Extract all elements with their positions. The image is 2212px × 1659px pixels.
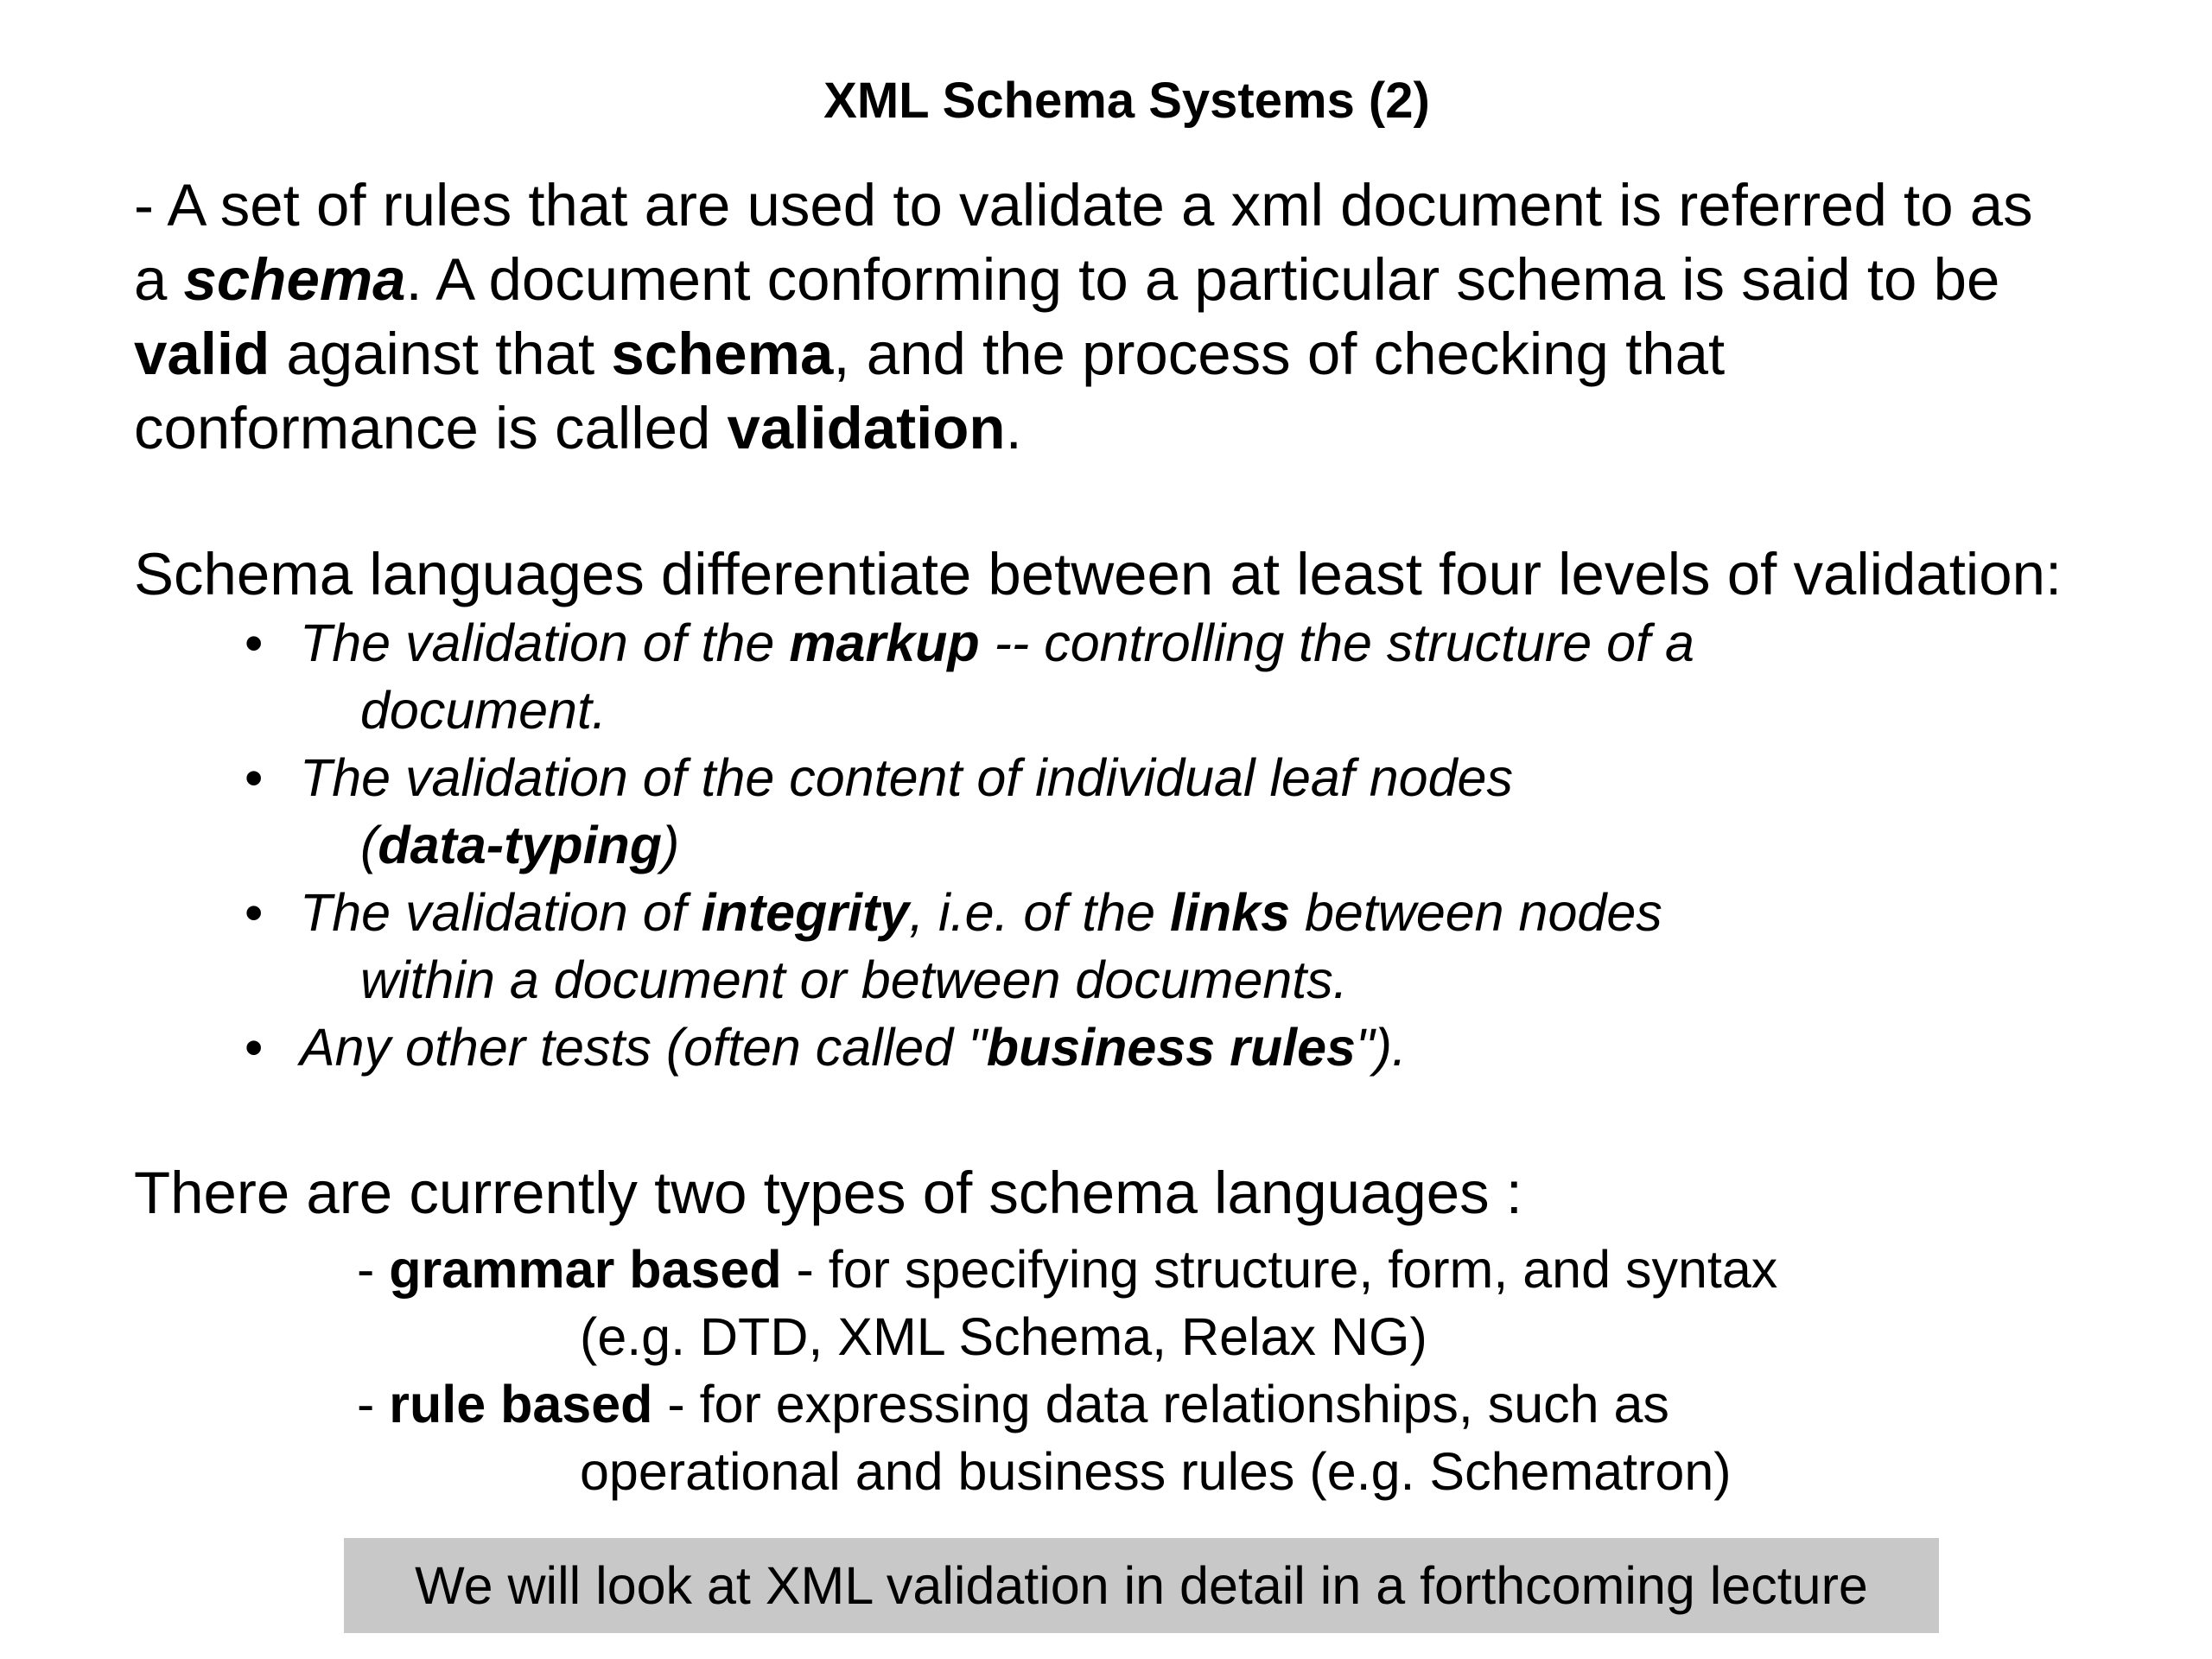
intro-paragraph (134, 168, 2208, 466)
item-text: between nodes (1290, 883, 1662, 942)
intro-line-4 (134, 391, 2208, 466)
item-text: -- controlling the structure of a (979, 613, 1694, 672)
term-valid: valid (134, 321, 270, 387)
item-text: ) (662, 816, 680, 874)
list-item (0, 879, 2212, 1014)
list-item (0, 1236, 2212, 1370)
item-text: "). (1355, 1018, 1407, 1077)
dash: - (357, 1375, 390, 1433)
item-text: The validation of (300, 883, 702, 942)
levels-heading: Schema languages differentiate between at least four levels of validation: (134, 541, 2063, 607)
item-text: - for specifying structure, form, and syntax (781, 1240, 1778, 1299)
list-item (0, 609, 2212, 744)
term-grammar-based: grammar based (389, 1240, 782, 1299)
slide-title: XML Schema Systems (2) (823, 73, 1430, 129)
term-schema: schema (611, 321, 834, 387)
list-item (0, 1370, 2212, 1505)
term-schema: schema (183, 246, 406, 313)
intro-text: , and the process of checking that (833, 321, 1726, 387)
term-markup: markup (789, 613, 980, 672)
item-example: (e.g. DTD, XML Schema, Relax NG) (580, 1307, 1427, 1366)
term-links: links (1170, 883, 1291, 942)
term-rule-based: rule based (389, 1375, 653, 1433)
intro-line-3 (134, 317, 2208, 391)
intro-text: - A set of rules that are used to validate a xml document is referred to as (134, 172, 2033, 238)
term-validation: validation (727, 395, 1006, 461)
bullet-icon: • (245, 613, 264, 672)
item-text: - for expressing data relationships, such as (652, 1375, 1669, 1433)
note-box: We will look at XML validation in detail in a forthcoming lecture (344, 1538, 1939, 1633)
term-integrity: integrity (701, 883, 910, 942)
item-text: , i.e. of the (909, 883, 1170, 942)
intro-line-1 (134, 168, 2208, 243)
intro-text: . A document conforming to a particular schema is said to be (405, 246, 2000, 313)
bullet-icon: • (245, 748, 264, 807)
item-text: Any other tests (often called " (300, 1018, 987, 1077)
item-example: operational and business rules (e.g. Schematron) (580, 1442, 1732, 1501)
item-continuation (300, 811, 2212, 879)
item-text: The validation of the (300, 613, 790, 672)
dash: - (357, 1240, 390, 1299)
intro-text: against that (270, 321, 612, 387)
types-heading: There are currently two types of schema languages : (134, 1160, 1522, 1226)
bullet-icon: • (245, 883, 264, 942)
validation-levels-list (0, 609, 2212, 1081)
item-continuation: within a document or between documents. (360, 950, 1348, 1009)
intro-text: . (1005, 395, 1022, 461)
list-item (0, 744, 2212, 879)
schema-types-list (0, 1236, 2212, 1505)
bullet-icon: • (245, 1018, 264, 1077)
list-item (0, 1014, 2212, 1081)
item-text: The validation of the content of individual leaf nodes (300, 748, 1513, 807)
term-data-typing: data-typing (378, 816, 663, 874)
intro-text: a (134, 246, 184, 313)
term-business-rules: business rules (986, 1018, 1356, 1077)
intro-line-2 (134, 243, 2208, 317)
item-text: ( (360, 816, 378, 874)
intro-text: conformance is called (134, 395, 728, 461)
item-continuation: document. (360, 681, 607, 740)
